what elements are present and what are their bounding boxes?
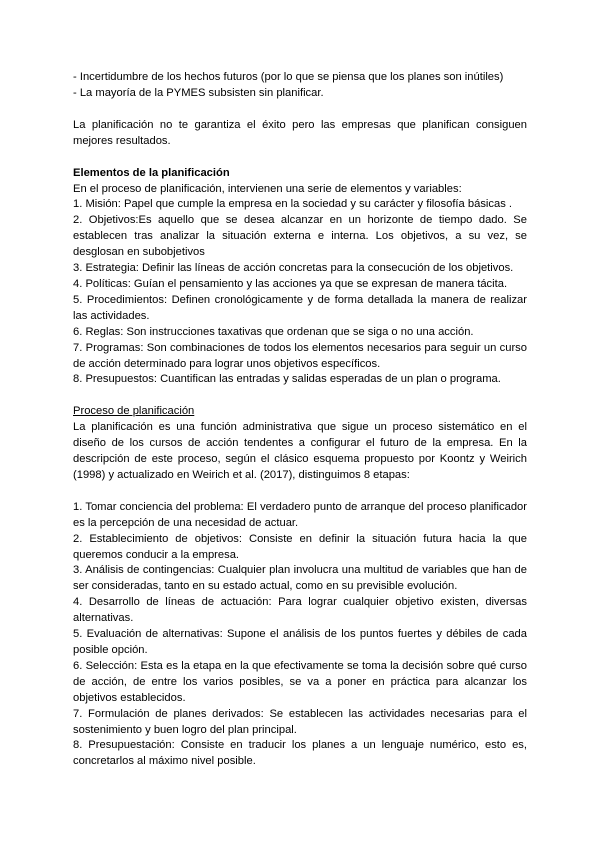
element-item: 8. Presupuestos: Cuantifican las entradas y salidas esperadas de un plan o programa. xyxy=(73,373,501,386)
element-item: 2. Objetivos:Es aquello que se desea alcanzar en un horizonte de tiempo dado. Se establecen tras analizar la situación externa e interna. Los objetivos, a su vez, se desglosan en subobjetivos xyxy=(73,214,527,259)
element-item: 1. Misión: Papel que cumple la empresa en la sociedad y su carácter y filosofía básicas . xyxy=(73,198,513,211)
spacer xyxy=(73,102,527,118)
element-item: 6. Reglas: Son instrucciones taxativas que ordenan que se siga o no una acción. xyxy=(73,325,474,338)
process-heading: Proceso de planificación xyxy=(73,405,195,418)
process-item: 5. Evaluación de alternativas: Supone el análisis de los puntos fuertes y débiles de cada posible opción. xyxy=(73,628,527,656)
process-item: 4. Desarrollo de líneas de actuación: Para lograr cualquier objetivo existen, diversas alternativas. xyxy=(73,596,527,625)
spacer xyxy=(73,388,527,404)
element-item: 3. Estrategia: Definir las líneas de acción concretas para la consecución de los objetivos. xyxy=(73,262,514,275)
process-intro: La planificación es una función administrativa que sigue un proceso sistemático en el diseño de los cursos de acción tendentes a configurar el futuro de la empresa. En la descripción de este proceso, según el clásico esquema propuesto por Koontz y Weirich (1998) y actualizado en Weirich et al. (2017), distinguimos 8 etapas: xyxy=(73,421,527,481)
intro-paragraph: La planificación no te garantiza el éxito pero las empresas que planifican consiguen mejores resultados. xyxy=(73,118,527,147)
process-item: 3. Análisis de contingencias: Cualquier plan involucra una multitud de variables que han de ser consideradas, tanto en su estado actual, como en su previsible evolución. xyxy=(73,564,527,593)
intro-bullet: - La mayoría de la PYMES subsisten sin planificar. xyxy=(73,86,324,99)
spacer xyxy=(73,484,527,500)
element-item: 7. Programas: Son combinaciones de todos los elementos necesarios para seguir un curso de acción determinado para lograr unos objetivos específicos. xyxy=(73,341,527,370)
document-page xyxy=(73,70,527,770)
spacer xyxy=(73,150,527,166)
elements-heading: Elementos de la planificación xyxy=(73,166,230,179)
process-item: 6. Selección: Esta es la etapa en la que efectivamente se toma la decisión sobre qué curso de acción, de entre los varios posibles, se va a poner en práctica para alcanzar los objetivos establecidos. xyxy=(73,659,527,704)
element-item: 4. Políticas: Guían el pensamiento y las acciones ya que se expresan de manera tácita. xyxy=(73,277,508,290)
process-item: 7. Formulación de planes derivados: Se establecen las actividades necesarias para el sostenimiento y buen logro del plan principal. xyxy=(73,707,527,736)
process-item: 8. Presupuestación: Consiste en traducir los planes a un lenguaje numérico, esto es, concretarlos al máximo nivel posible. xyxy=(73,739,527,768)
elements-intro: En el proceso de planificación, intervienen una serie de elementos y variables: xyxy=(73,182,462,195)
process-item: 2. Establecimiento de objetivos: Consiste en definir la situación futura hacia la que queremos conducir a la empresa. xyxy=(73,532,527,561)
element-item: 5. Procedimientos: Definen cronológicamente y de forma detallada la manera de realizar las actividades. xyxy=(73,293,527,322)
intro-bullet: - Incertidumbre de los hechos futuros (por lo que se piensa que los planes son inútiles) xyxy=(73,71,504,83)
process-item: 1. Tomar conciencia del problema: El verdadero punto de arranque del proceso planificador es la percepción de una necesidad de actuar. xyxy=(73,500,527,529)
